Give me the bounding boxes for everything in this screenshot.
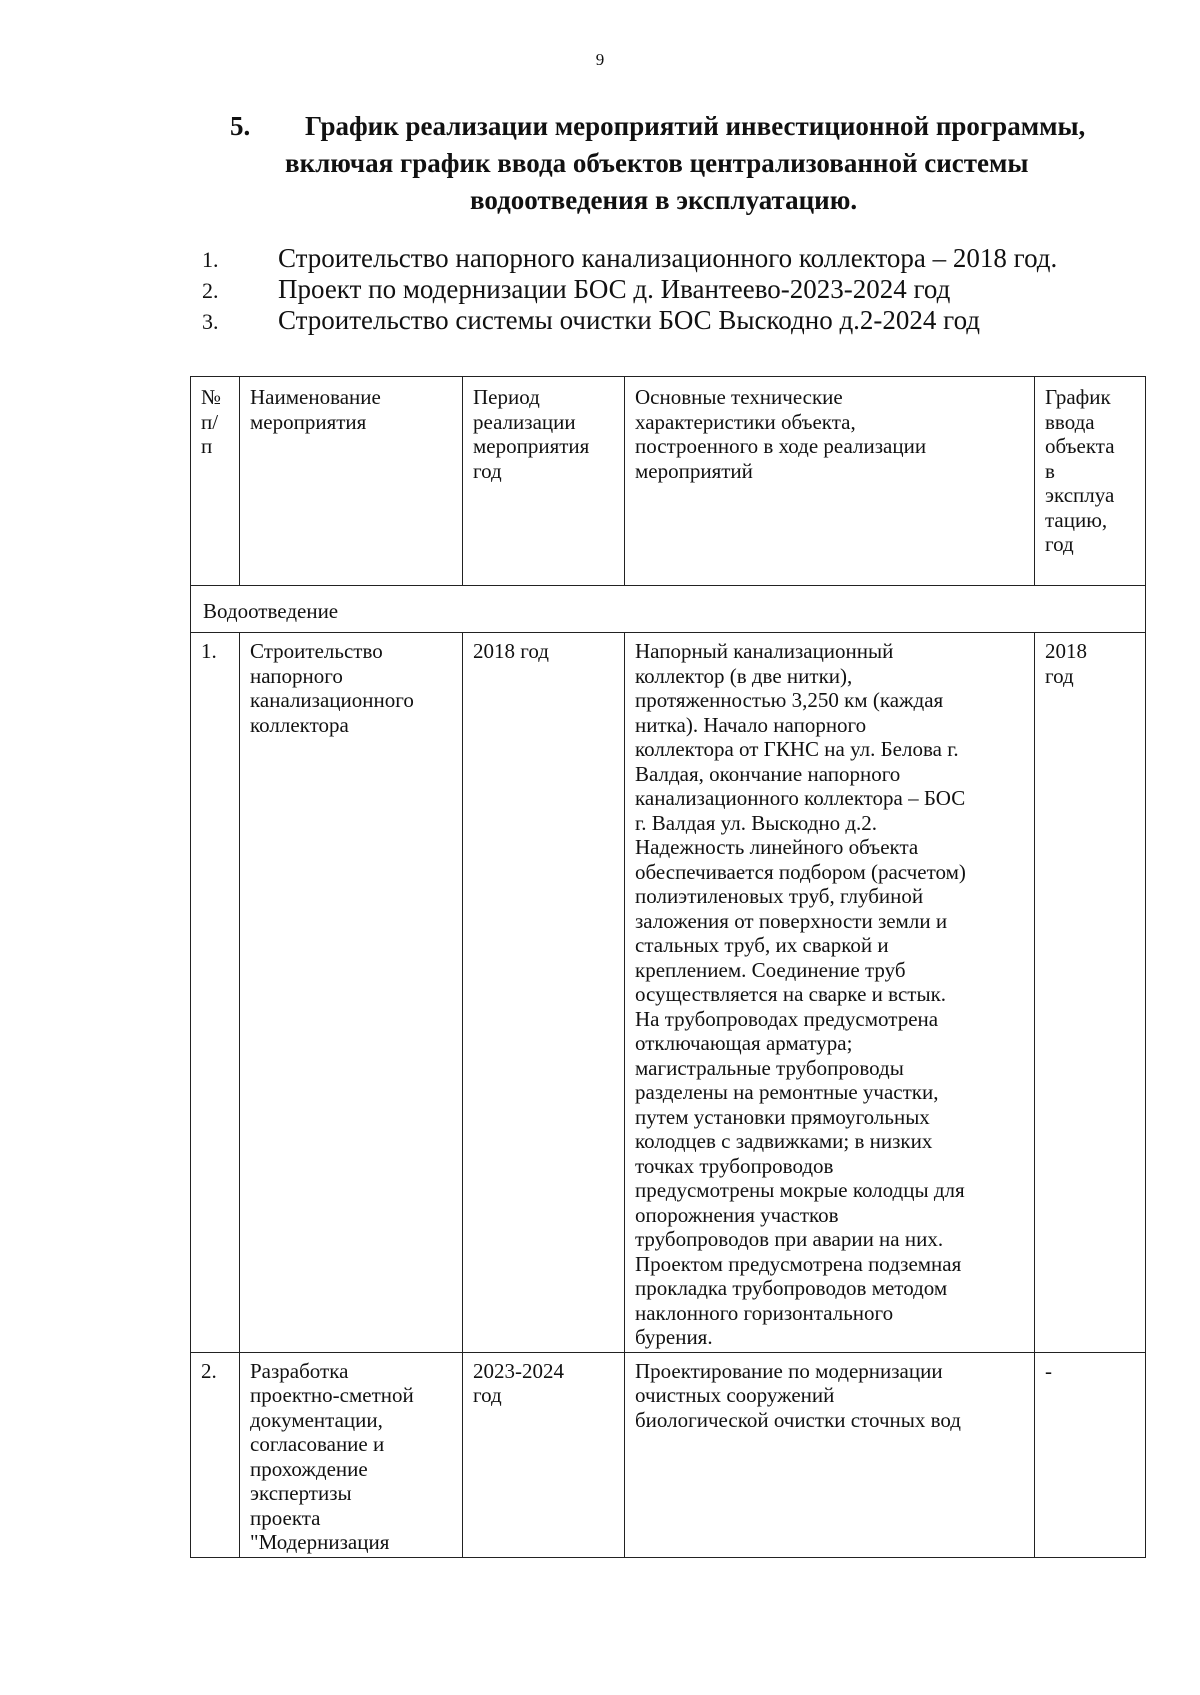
- header-num: № п/ п: [201, 385, 222, 458]
- section-title-line-3: водоотведения в эксплуатацию.: [470, 185, 858, 215]
- list-item-number: 1.: [202, 247, 219, 272]
- header-specs: Основные технические характеристики объекта, построенного в ходе реализации мероприятий: [635, 385, 927, 483]
- section-label: Водоотведение: [203, 598, 339, 623]
- header-period: Период реализации мероприятия год: [473, 385, 590, 483]
- row-name: Разработка проектно-сметной документации, согласование и прохождение экспертизы проекта "Модернизация: [250, 1358, 414, 1554]
- row-period: 2018 год: [473, 639, 549, 663]
- row-specs: Проектирование по модернизации очистных сооружений биологической очистки сточных вод: [635, 1358, 961, 1432]
- row-period: 2023-2024 год: [473, 1358, 564, 1407]
- table-row: [191, 633, 1146, 1353]
- row-specs: Напорный канализационный коллектор (в две нитки), протяженностью 3,250 км (каждая нитка). Начало напорного коллектора от ГКНС на ул. Белова г. Валдая, окончание напорного канализационного коллектора – БОС г. Валдая ул. Выскодно д.2. Надежность линейного объекта обеспечивается подбором (расчетом) полиэтиленовых труб, глубиной заложения от поверхности земли и стальных труб, их сваркой и креплением. Соединение труб осуществляется на сварке и встык. На трубопроводах предусмотрена отключающая арматура; магистральные трубопроводы разделены на ремонтные участки, путем установки прямоугольных колодцев с задвижками; в низких точках трубопроводов предусмотрены мокрые колодцы для опорожнения участков трубопроводов при аварии на них. Проектом предусмотрена подземная прокладка трубопроводов методом наклонного горизонтального бурения.: [635, 639, 966, 1349]
- schedule-table: [190, 376, 1146, 1558]
- row-num: 2.: [201, 1358, 217, 1383]
- list-item-text: Строительство напорного канализационного коллектора – 2018 год.: [278, 243, 1058, 273]
- table-row: [191, 1352, 1146, 1557]
- table-section-row: [191, 586, 1146, 633]
- section-title-line-1: График реализации мероприятий инвестиционной программы,: [305, 111, 1086, 141]
- list-item-text: Строительство системы очистки БОС Выскодно д.2-2024 год: [278, 305, 981, 335]
- row-schedule: 2018 год: [1045, 639, 1087, 688]
- table-header-row: [191, 377, 1146, 586]
- row-schedule: -: [1045, 1358, 1052, 1383]
- section-number: 5.: [230, 111, 251, 141]
- list-item-number: 2.: [202, 278, 219, 303]
- header-schedule: График ввода объекта в эксплуа тацию, год: [1045, 385, 1115, 556]
- list-item-text: Проект по модернизации БОС д. Ивантеево-2023-2024 год: [278, 274, 951, 304]
- list-item-number: 3.: [202, 309, 219, 334]
- page-number: 9: [595, 50, 605, 69]
- section-title-line-2: включая график ввода объектов централизованной системы: [285, 148, 1029, 178]
- row-name: Строительство напорного канализационного коллектора: [250, 639, 414, 737]
- row-num: 1.: [201, 639, 217, 663]
- header-name: Наименование мероприятия: [250, 385, 381, 434]
